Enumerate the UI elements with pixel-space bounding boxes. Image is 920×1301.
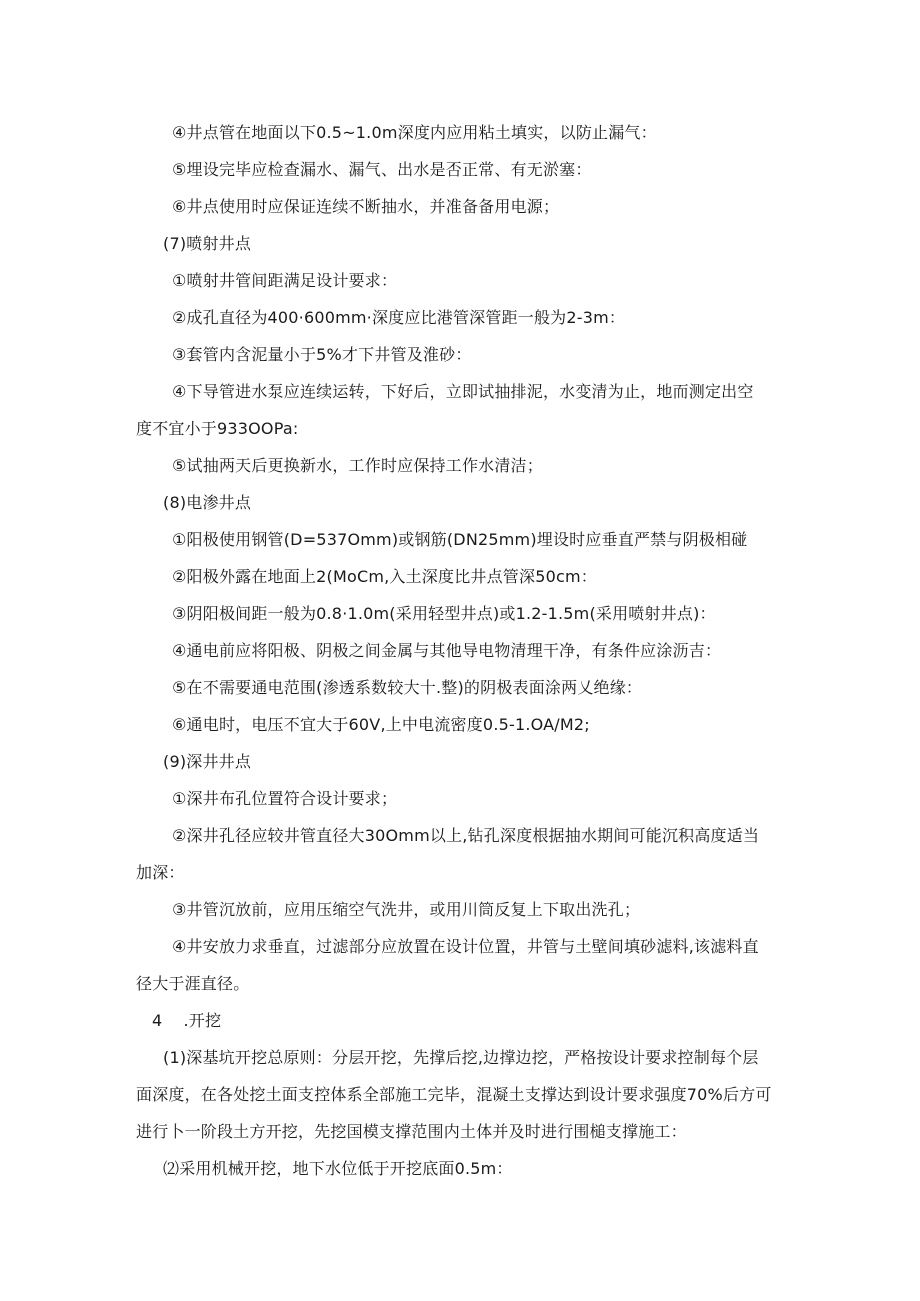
section-heading-9: (9)深井井点: [163, 752, 252, 771]
text-line-10: ⑤试抽两天后更换新水，工作时应保持工作水清洁；: [172, 456, 543, 475]
text-line-20: ②深井孔径应较井管直径大30Omm以上,钻孔深度根据抽水期间可能沉积高度适当: [172, 826, 760, 845]
text-line-29: ⑵采用机械开挖，地下水位低于开挖底面0.5m：: [163, 1159, 513, 1178]
text-line-6: ②成孔直径为400·600mm·深度应比港管深管距一般为2-3m：: [172, 308, 626, 327]
text-line-17: ⑥通电时，电压不宜大于60V,上中电流密度0.5-1.OA/M2;: [172, 715, 590, 734]
text-line-23: ④井安放力求垂直，过滤部分应放置在设计位置，井管与土壁间填砂滤料,该滤料直: [172, 937, 759, 956]
text-line-13: ②阳极外露在地面上2(MoCm,入土深度比井点管深50cm：: [172, 567, 597, 586]
text-line-9: 度不宜小于933OOPa:: [136, 419, 299, 438]
section-heading-7: (7)喷射井点: [163, 234, 252, 253]
text-line-5: ①喷射井管间距满足设计要求：: [172, 271, 398, 290]
text-line-2: ⑤埋设完毕应检查漏水、漏气、出水是否正常、有无淤塞：: [172, 160, 592, 179]
section-heading-8: (8)电渗井点: [163, 493, 252, 512]
text-line-3: ⑥井点使用时应保证连续不断抽水，并准备备用电源；: [172, 197, 560, 216]
text-line-24: 径大于涯直径。: [136, 974, 250, 993]
text-line-15: ④通电前应将阳极、阴极之间金属与其他导电物清理干净，有条件应涂沥吉：: [172, 641, 722, 660]
text-line-27: 面深度，在各处挖土面支控体系全部施工完毕，混凝土支撑达到设计要求强度70%后方可: [136, 1085, 772, 1104]
text-line-7: ③套管内含泥量小于5%才下井管及淮砂：: [172, 345, 472, 364]
text-line-19: ①深井布孔位置符合设计要求；: [172, 789, 398, 808]
text-line-12: ①阳极使用钢管(D=537Omm)或钢筋(DN25mm)埋设时应垂直严禁与阴极相碰: [172, 530, 748, 549]
text-line-16: ⑤在不需要通电范围(渗透系数较大十.整)的阴极表面涂两乂绝缘：: [172, 678, 643, 697]
text-line-21: 加深：: [136, 863, 185, 882]
text-line-28: 进行卜一阶段土方开挖，先挖国模支撑范围内土体并及时进行围槌支撑施工：: [136, 1122, 687, 1141]
text-line-1: ④井点管在地面以下0.5~1.0m深度内应用粘土填实，以防止漏气：: [172, 123, 657, 142]
text-line-8: ④下导管进水泵应连续运转，下好后，立即试抽排泥，水变清为止，地而测定出空: [172, 382, 754, 401]
text-line-14: ③阴阳极间距一般为0.8·1.0m(采用轻型井点)或1.2-1.5m(采用喷射井点)：: [172, 604, 716, 623]
section-heading-4: 4 .开挖: [152, 1011, 222, 1030]
text-line-26: (1)深基坑开挖总原则：分层开挖，先撑后挖,边撑边挖，严格按设计要求控制每个层: [163, 1048, 759, 1067]
text-line-22: ③井管沉放前，应用压缩空气洗井，或用川筒反复上下取出洗孔；: [172, 900, 641, 919]
